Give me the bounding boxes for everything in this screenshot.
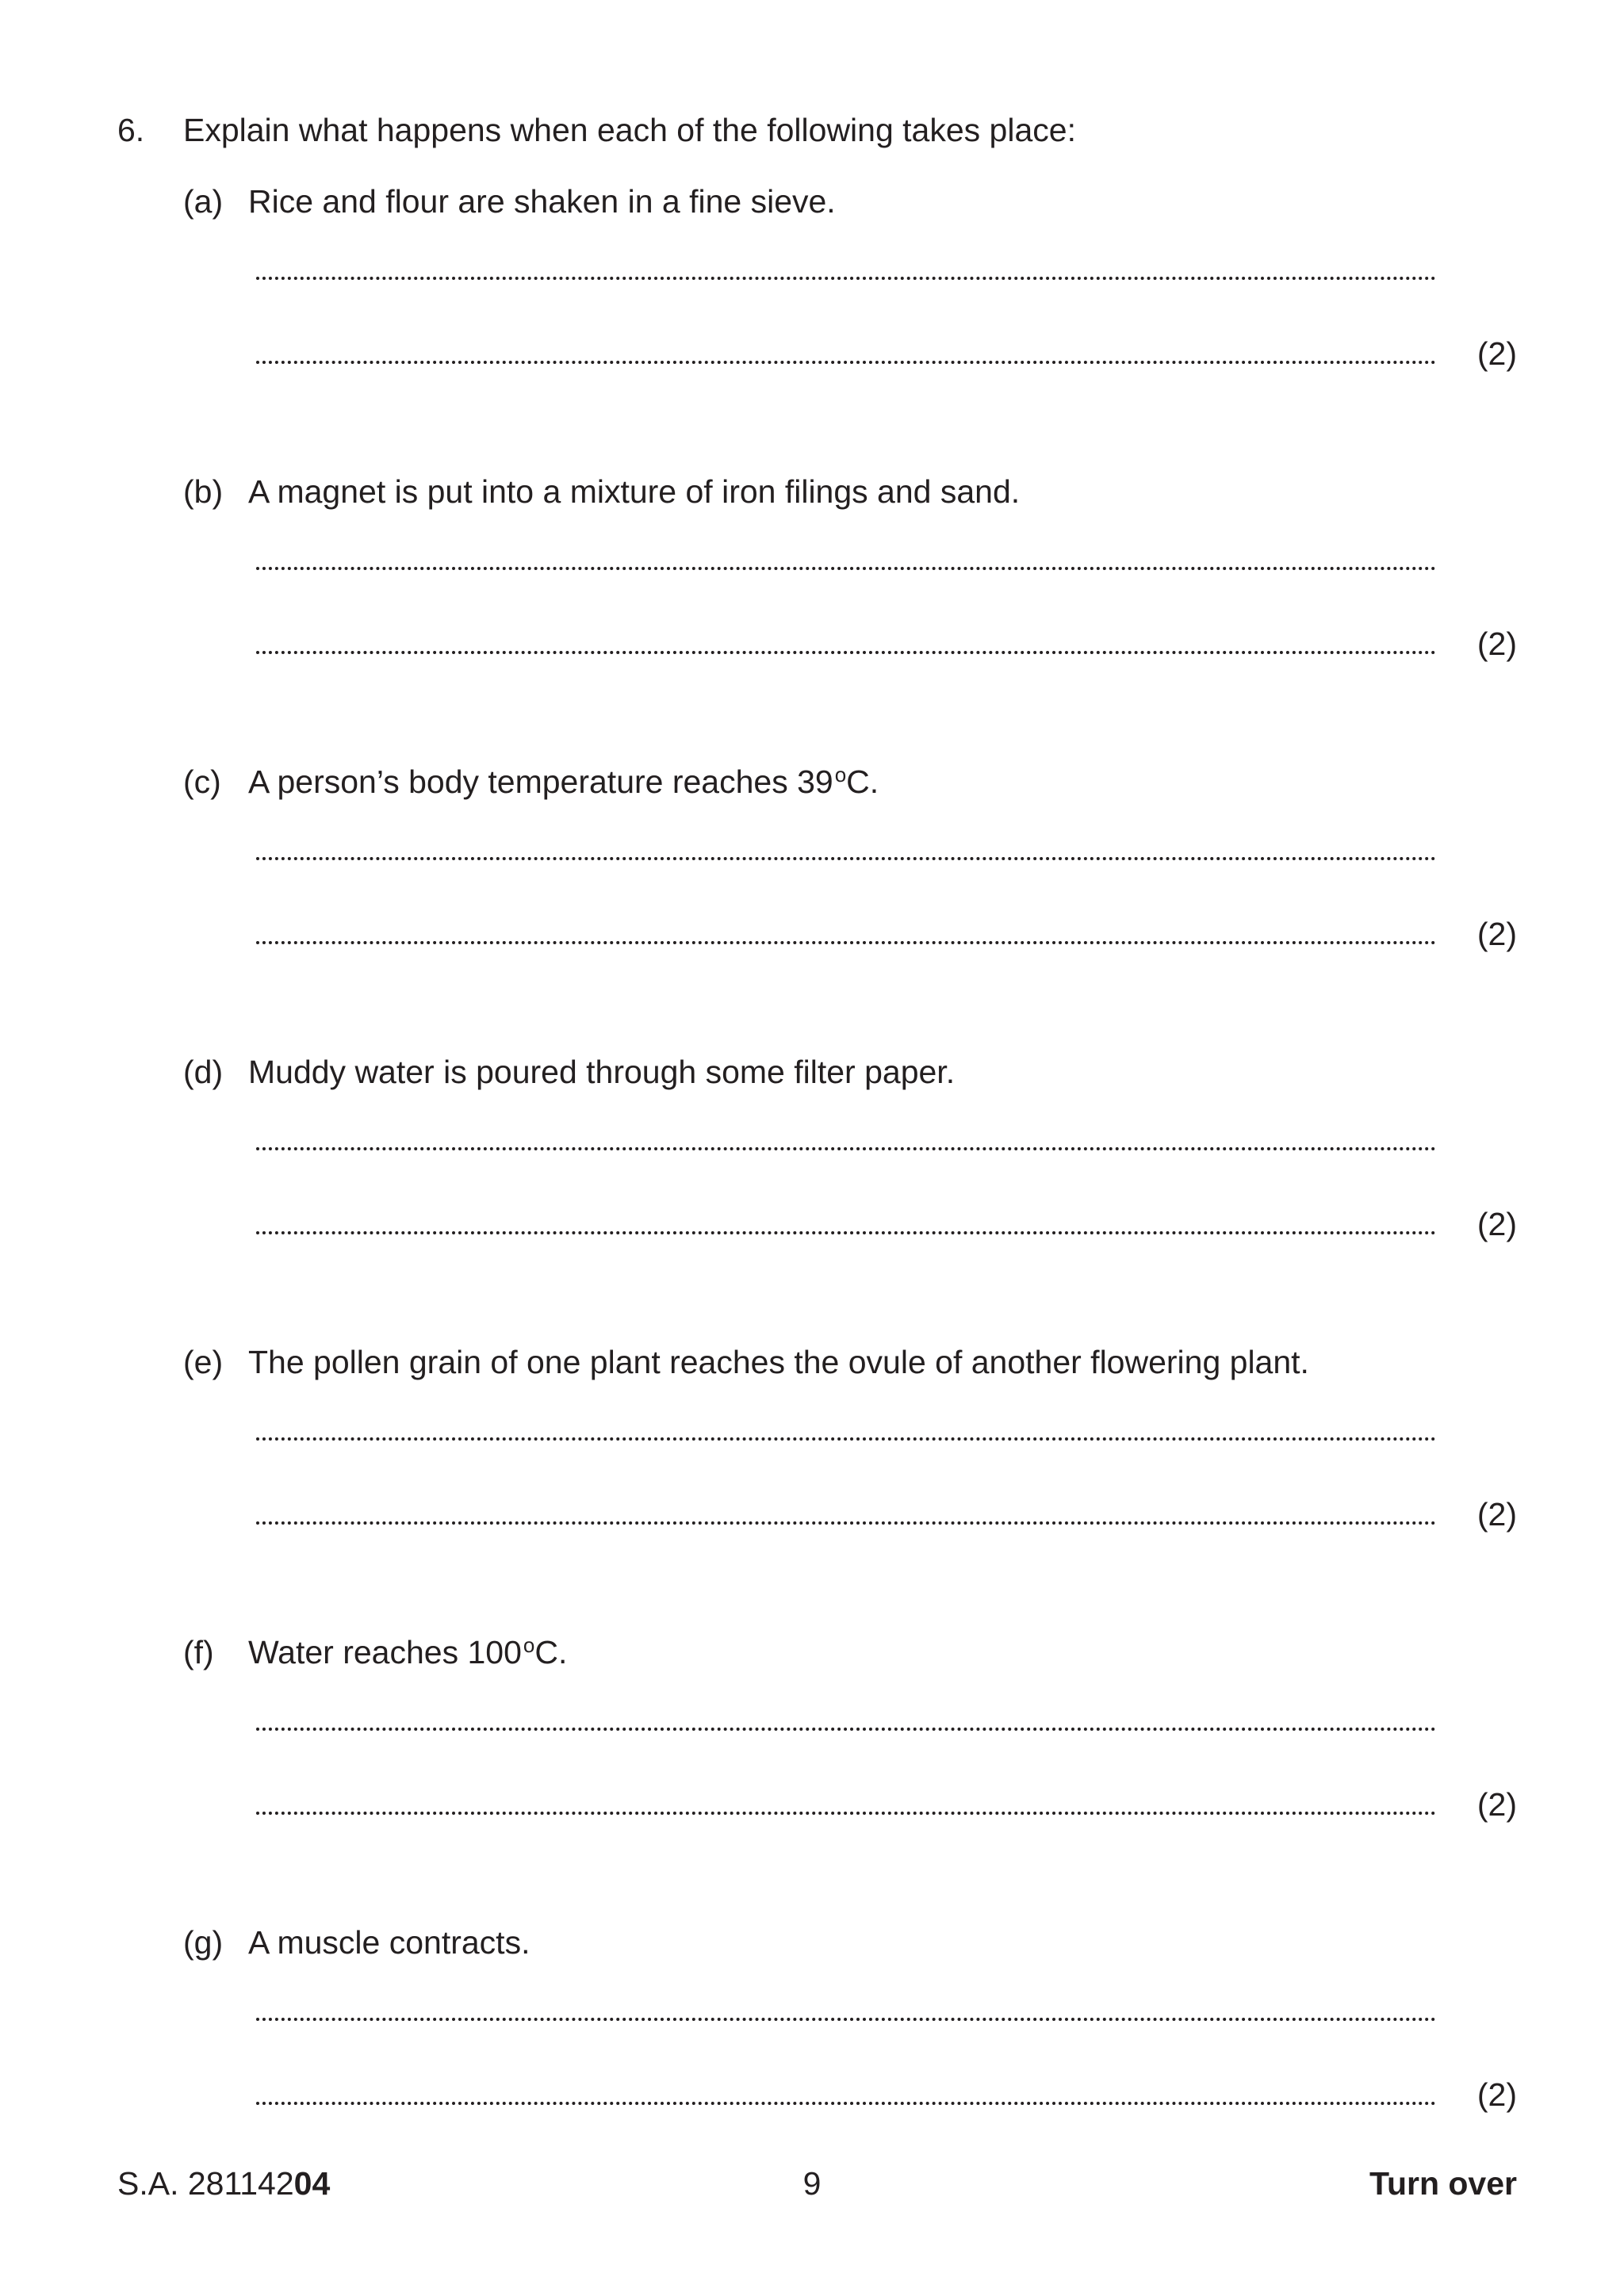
part-text: A magnet is put into a mixture of iron filings and sand. <box>248 473 1021 510</box>
part-text: Muddy water is poured through some filter paper. <box>248 1054 956 1090</box>
part-label: (g) <box>183 1924 224 1961</box>
answer-line[interactable] <box>256 857 1436 860</box>
marks: (2) <box>1477 1786 1517 1823</box>
part-text: The pollen grain of one plant reaches the ovule of another flowering plant. <box>248 1344 1309 1380</box>
marks: (2) <box>1477 626 1517 662</box>
answer-line[interactable] <box>256 1231 1436 1234</box>
turn-over-label: Turn over <box>1369 2165 1517 2202</box>
part-b <box>0 473 1624 766</box>
marks: (2) <box>1477 2076 1517 2113</box>
degree-symbol: o <box>523 1633 535 1657</box>
answer-line[interactable] <box>256 361 1436 364</box>
part-text: A person’s body temperature reaches 39$^o$C. <box>248 763 879 800</box>
part-label: (d) <box>183 1054 224 1090</box>
part-label: (b) <box>183 473 224 510</box>
part-label: (a) <box>183 183 224 220</box>
answer-line[interactable] <box>256 2018 1436 2021</box>
answer-line[interactable] <box>256 277 1436 280</box>
paper-code: S.A. 28114204 <box>117 2165 331 2202</box>
part-text: A muscle contracts. <box>248 1924 530 1961</box>
marks: (2) <box>1477 335 1517 372</box>
answer-line[interactable] <box>256 2102 1436 2105</box>
answer-line[interactable] <box>256 567 1436 570</box>
question-number: 6. <box>117 112 145 148</box>
part-text: Rice and flour are shaken in a fine sieve. <box>248 183 836 220</box>
marks: (2) <box>1477 1206 1517 1242</box>
part-d <box>0 1053 1624 1346</box>
page-number: 9 <box>802 2165 822 2202</box>
part-label: (c) <box>183 763 221 800</box>
part-c <box>0 763 1624 1056</box>
answer-line[interactable] <box>256 651 1436 654</box>
part-label: (f) <box>183 1634 214 1670</box>
answer-line[interactable] <box>256 1812 1436 1815</box>
answer-line[interactable] <box>256 1728 1436 1731</box>
part-text: Water reaches 100$^o$C. <box>248 1633 568 1670</box>
degree-symbol: o <box>834 763 847 786</box>
part-e <box>0 1343 1624 1636</box>
answer-line[interactable] <box>256 1147 1436 1150</box>
marks: (2) <box>1477 916 1517 952</box>
part-a <box>0 182 1624 476</box>
answer-line[interactable] <box>256 1437 1436 1441</box>
answer-line[interactable] <box>256 1521 1436 1525</box>
marks: (2) <box>1477 1496 1517 1533</box>
question-stem: Explain what happens when each of the following takes place: <box>183 112 1076 148</box>
part-f <box>0 1633 1624 1927</box>
answer-line[interactable] <box>256 941 1436 944</box>
part-label: (e) <box>183 1344 224 1380</box>
